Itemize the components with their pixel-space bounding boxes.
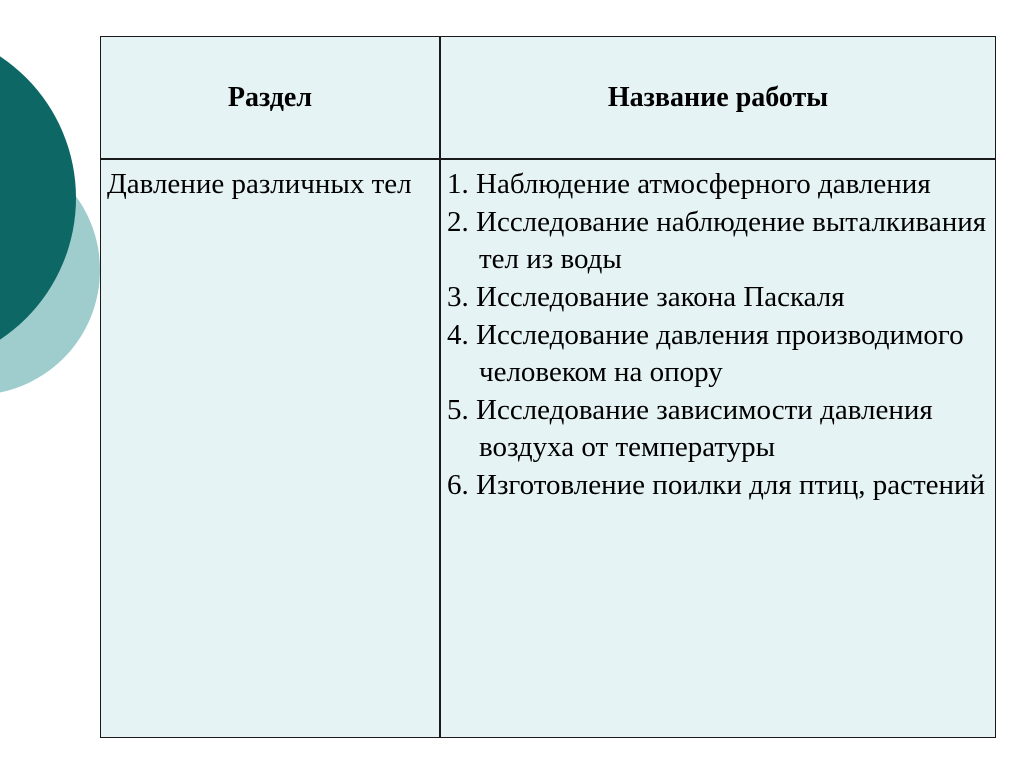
works-list [447,166,987,505]
work-item: 2. Исследование наблюдение выталкивания тел из воды [447,206,987,275]
works-table [100,36,996,738]
work-item: 5. Исследование зависимости давления воздуха от температуры [447,394,933,463]
work-item: 1. Наблюдение атмосферного давления [447,168,931,200]
work-item: 6. Изготовление поилки для птиц, растений [447,469,986,501]
header-divider [101,158,995,160]
work-item: 3. Исследование закона Паскаля [447,281,845,313]
header-work-title: Название работы [607,81,829,113]
work-item: 4. Исследование давления производимого человеком на опору [447,319,964,388]
section-cell: Давление различных тел [107,168,412,200]
header-section: Раздел [227,81,313,113]
